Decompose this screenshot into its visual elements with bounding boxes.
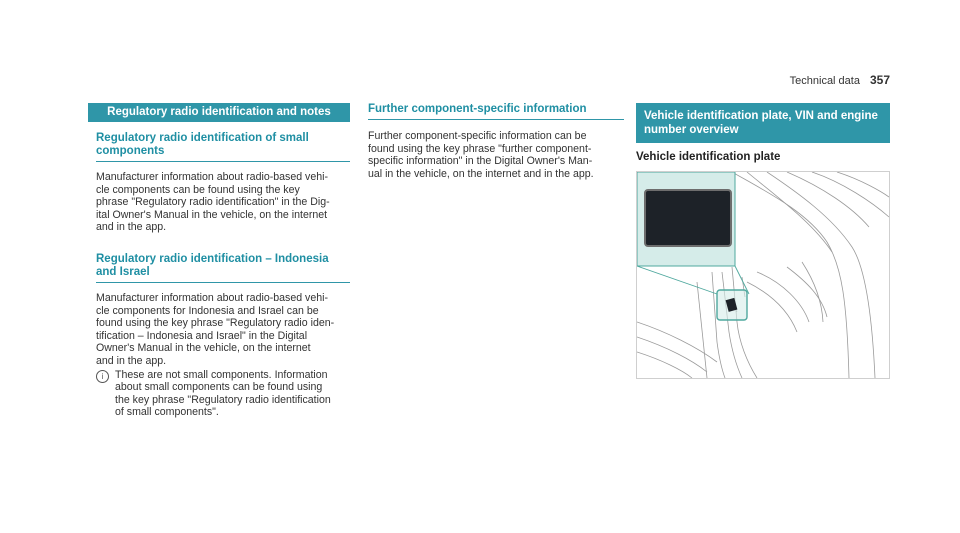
note-line: These are not small components. Information (115, 368, 328, 381)
column-middle (362, 103, 624, 180)
note-line: the key phrase "Regulatory radio identification (115, 393, 331, 406)
body-line: Further component-specific information can be (368, 130, 587, 142)
page-number: 357 (869, 73, 890, 87)
column-left (88, 103, 350, 419)
note-text (115, 369, 331, 419)
body-further-info (368, 130, 624, 180)
body-line: cle components can be found using the key (96, 183, 300, 196)
body-line: and in the app. (96, 354, 167, 367)
body-line: found using the key phrase "further component- (368, 142, 592, 155)
section-bar-vehicle-plate: Vehicle identification plate, VIN and engine number overview (636, 103, 890, 143)
note-box (96, 369, 350, 419)
page-header (790, 73, 890, 87)
subheading-small-components: Regulatory radio identification of small components (96, 132, 350, 162)
section-title: Technical data (789, 75, 860, 87)
body-line: ual in the vehicle, on the internet and in the app. (368, 167, 594, 180)
body-line: Manufacturer information about radio-based vehi- (96, 291, 329, 304)
heading-vehicle-plate: Vehicle identification plate (636, 151, 781, 163)
car-door-pillar-drawing (637, 172, 889, 378)
vehicle-plate-illustration (636, 171, 890, 379)
subheading-indonesia-israel: Regulatory radio identification – Indonesia and Israel (96, 253, 350, 283)
body-small-components (96, 171, 350, 234)
info-icon: i (96, 370, 109, 383)
body-line: tification – Indonesia and Israel" in the Digital (96, 329, 308, 342)
body-line: Manufacturer information about radio-based vehi- (96, 171, 329, 183)
body-line: and in the app. (96, 221, 167, 234)
column-right (636, 103, 890, 379)
body-line: ital Owner's Manual in the vehicle, on the internet (96, 208, 328, 221)
subheading-further-info: Further component-specific information (368, 103, 624, 120)
note-line: of small components". (115, 406, 219, 419)
body-line: cle components for Indonesia and Israel can be (96, 304, 319, 317)
body-line: specific information" in the Digital Owner's Man- (368, 155, 593, 168)
body-line: found using the key phrase "Regulatory radio iden- (96, 317, 335, 330)
body-indonesia-israel (96, 292, 350, 368)
body-line: phrase "Regulatory radio identification" in the Dig- (96, 196, 330, 209)
note-line: about small components can be found using (115, 381, 323, 394)
section-bar-regulatory: Regulatory radio identification and notes (88, 103, 350, 122)
body-line: Owner's Manual in the vehicle, on the internet (96, 342, 311, 355)
